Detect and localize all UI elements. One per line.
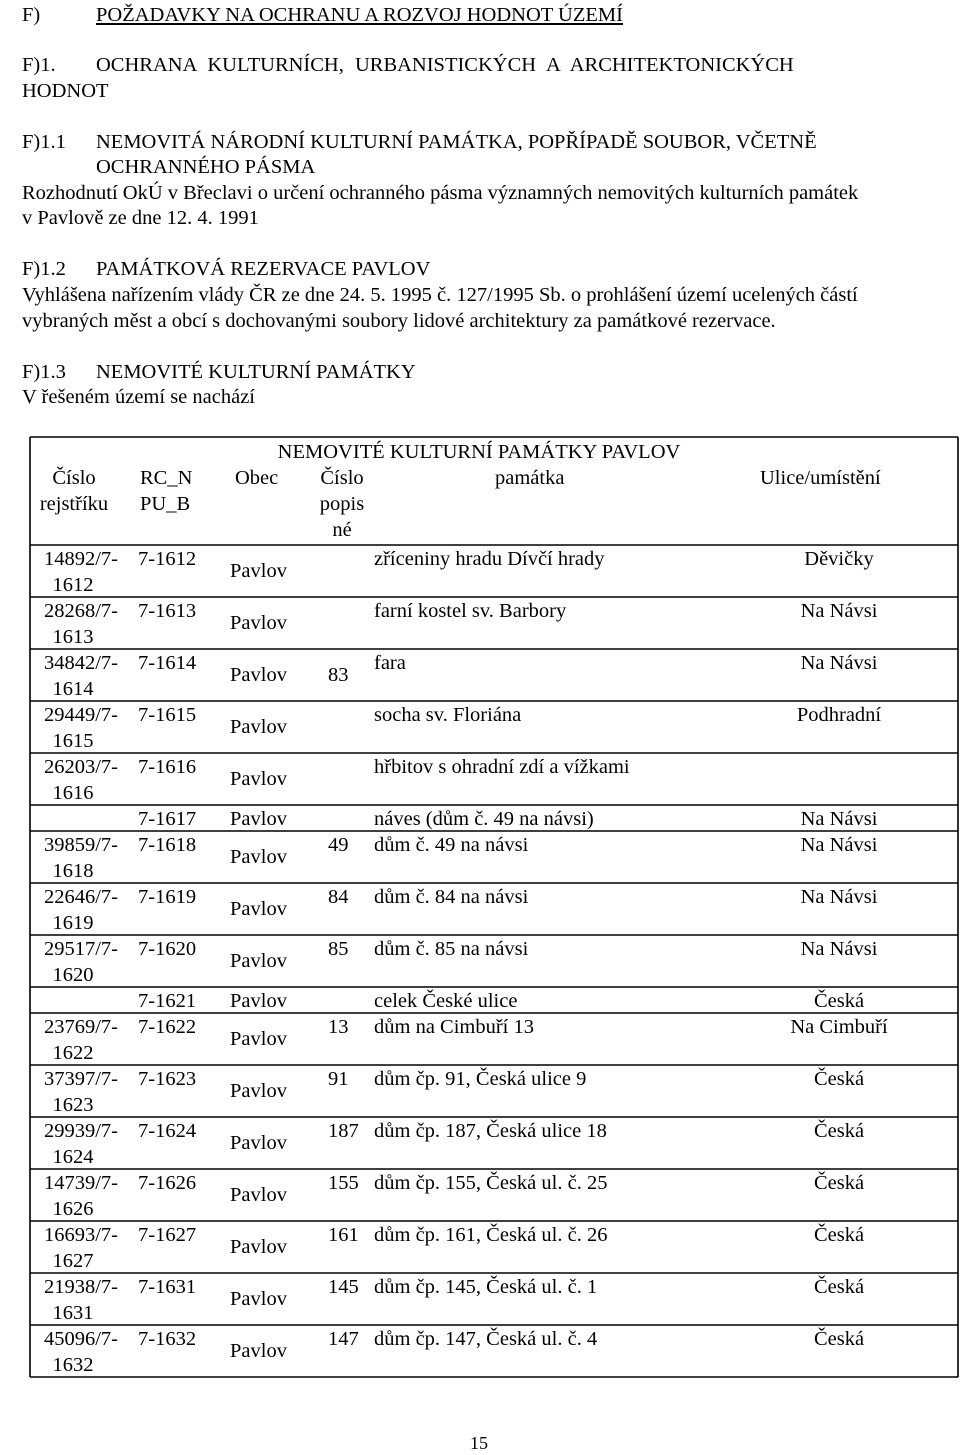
row-obec: Pavlov <box>230 1080 287 1102</box>
header-cislo-rejstriku <box>30 465 118 517</box>
row-rc-code: 7-1618 <box>138 834 197 856</box>
row-ulice: Na Návsi <box>800 938 878 960</box>
row-obec: Pavlov <box>230 768 287 790</box>
row-rc-code: 7-1624 <box>138 1120 197 1142</box>
section-1-1-title-line2: OCHRANNÉHO PÁSMA <box>96 156 316 178</box>
row-rc-code: 7-1626 <box>138 1172 197 1194</box>
row-registry-number-line1: 26203/7- <box>43 756 118 778</box>
row-registry-number-line1: 29517/7- <box>43 938 118 960</box>
row-pamatka: dům čp. 147, Česká ul. č. 4 <box>374 1328 598 1350</box>
row-pamatka: dům č. 49 na návsi <box>374 834 529 856</box>
heading-f1 <box>22 54 794 77</box>
section-1-2-title: PAMÁTKOVÁ REZERVACE PAVLOV <box>96 258 431 280</box>
header-cislo-popisne <box>314 465 370 543</box>
row-obec: Pavlov <box>230 612 287 634</box>
row-cislo-popisne: 155 <box>328 1172 359 1194</box>
row-ulice: Česká <box>813 1328 865 1350</box>
row-obec: Pavlov <box>230 1028 287 1050</box>
row-ulice: Na Cimbuří <box>790 1016 888 1038</box>
row-pamatka: dům čp. 187, Česká ulice 18 <box>374 1120 607 1142</box>
row-obec: Pavlov <box>230 846 287 868</box>
row-ulice: Česká <box>813 1224 865 1246</box>
row-pamatka: dům čp. 91, Česká ulice 9 <box>374 1068 587 1090</box>
row-registry-number-line1: 22646/7- <box>43 886 118 908</box>
header-pamatka: památka <box>495 467 565 489</box>
row-registry-number-line2: 1615 <box>52 730 94 752</box>
row-registry-number-line2: 1614 <box>52 678 94 700</box>
heading-f-number: F) <box>22 4 41 26</box>
heading-f-title: POŽADAVKY NA OCHRANU A ROZVOJ HODNOT ÚZEMÍ <box>96 4 623 26</box>
row-registry-number-line1: 29449/7- <box>43 704 118 726</box>
row-registry-number-line2: 1620 <box>52 964 94 986</box>
row-obec: Pavlov <box>230 1340 287 1362</box>
row-obec: Pavlov <box>230 808 287 830</box>
row-rc-code: 7-1612 <box>138 548 197 570</box>
row-obec: Pavlov <box>230 716 287 738</box>
row-ulice: Na Návsi <box>800 600 878 622</box>
row-pamatka: fara <box>374 652 406 674</box>
row-registry-number-line2: 1613 <box>52 626 94 648</box>
row-obec: Pavlov <box>230 950 287 972</box>
row-pamatka: hřbitov s ohradní zdí a vížkami <box>374 756 630 778</box>
row-ulice: Na Návsi <box>800 652 878 674</box>
row-ulice: Děvičky <box>804 548 874 570</box>
row-rc-code: 7-1619 <box>138 886 197 908</box>
header-popis-line3: né <box>332 519 352 541</box>
row-registry-number-line1: 37397/7- <box>43 1068 118 1090</box>
row-cislo-popisne: 85 <box>328 938 349 960</box>
row-rc-code: 7-1620 <box>138 938 197 960</box>
header-rc-line2: PU_B <box>140 493 191 515</box>
row-ulice: Česká <box>813 1068 865 1090</box>
row-rc-code: 7-1616 <box>138 756 197 778</box>
row-registry-number-line2: 1618 <box>52 860 94 882</box>
row-pamatka: zříceniny hradu Dívčí hrady <box>374 548 605 570</box>
section-1-1-text-line1: Rozhodnutí OkÚ v Břeclavi o určení ochranného pásma významných nemovitých kulturních památek <box>22 182 859 204</box>
row-pamatka: dům čp. 155, Česká ul. č. 25 <box>374 1172 608 1194</box>
row-pamatka: dům čp. 145, Česká ul. č. 1 <box>374 1276 598 1298</box>
header-popis-line1: Číslo <box>320 467 364 489</box>
page-number: 15 <box>470 1433 488 1453</box>
row-obec: Pavlov <box>230 990 287 1012</box>
section-1-1-heading <box>22 131 817 154</box>
row-pamatka: celek České ulice <box>374 990 518 1012</box>
row-ulice: Česká <box>813 1172 865 1194</box>
row-registry-number-line2: 1616 <box>52 782 94 804</box>
row-registry-number-line2: 1632 <box>52 1354 94 1376</box>
row-registry-number-line1: 16693/7- <box>43 1224 118 1246</box>
header-ulice: Ulice/umístění <box>760 467 881 489</box>
section-1-1-number: F)1.1 <box>22 131 66 153</box>
row-cislo-popisne: 145 <box>328 1276 359 1298</box>
row-ulice: Na Návsi <box>800 886 878 908</box>
header-cislo-line2: rejstříku <box>39 493 109 515</box>
row-obec: Pavlov <box>230 664 287 686</box>
row-ulice: Česká <box>813 1120 865 1142</box>
row-ulice: Česká <box>813 990 865 1012</box>
row-registry-number-line1: 23769/7- <box>43 1016 118 1038</box>
section-1-2-heading <box>22 258 430 281</box>
section-1-1-text-line2: v Pavlově ze dne 12. 4. 1991 <box>22 207 259 229</box>
row-ulice: Česká <box>813 1276 865 1298</box>
row-pamatka: dům čp. 161, Česká ul. č. 26 <box>374 1224 608 1246</box>
row-rc-code: 7-1632 <box>138 1328 197 1350</box>
row-rc-code: 7-1614 <box>138 652 197 674</box>
header-rc <box>140 465 192 517</box>
row-cislo-popisne: 147 <box>328 1328 359 1350</box>
row-obec: Pavlov <box>230 1288 287 1310</box>
row-ulice: Na Návsi <box>800 834 878 856</box>
row-registry-number-line2: 1624 <box>52 1146 94 1168</box>
header-cislo-line1: Číslo <box>52 467 96 489</box>
row-rc-code: 7-1627 <box>138 1224 197 1246</box>
row-registry-number-line1: 34842/7- <box>43 652 118 674</box>
row-obec: Pavlov <box>230 1132 287 1154</box>
row-cislo-popisne: 187 <box>328 1120 359 1142</box>
heading-f1-number: F)1. <box>22 54 56 76</box>
row-registry-number-line1: 28268/7- <box>43 600 118 622</box>
row-cislo-popisne: 91 <box>328 1068 349 1090</box>
row-rc-code: 7-1623 <box>138 1068 197 1090</box>
row-rc-code: 7-1615 <box>138 704 197 726</box>
row-registry-number-line2: 1626 <box>52 1198 94 1220</box>
section-1-2-text-line2: vybraných měst a obcí s dochovanými soubory lidové architektury za památkové rezervace. <box>22 310 776 332</box>
header-obec: Obec <box>235 467 279 489</box>
row-registry-number-line1: 29939/7- <box>43 1120 118 1142</box>
row-pamatka: dům na Cimbuří 13 <box>374 1016 535 1038</box>
row-registry-number-line2: 1627 <box>52 1250 94 1272</box>
row-cislo-popisne: 49 <box>328 834 349 856</box>
row-registry-number-line2: 1612 <box>52 574 94 596</box>
row-pamatka: farní kostel sv. Barbory <box>374 600 567 622</box>
row-obec: Pavlov <box>230 898 287 920</box>
row-registry-number-line2: 1623 <box>52 1094 94 1116</box>
header-rc-line1: RC_N <box>140 467 193 489</box>
row-pamatka: náves (dům č. 49 na návsi) <box>374 808 594 830</box>
section-1-3-title: NEMOVITÉ KULTURNÍ PAMÁTKY <box>96 361 416 383</box>
row-rc-code: 7-1617 <box>138 808 197 830</box>
section-1-3-text: V řešeném území se nachází <box>22 386 255 408</box>
row-cislo-popisne: 84 <box>328 886 349 908</box>
row-rc-code: 7-1622 <box>138 1016 197 1038</box>
row-registry-number-line2: 1631 <box>52 1302 94 1324</box>
row-ulice: Na Návsi <box>800 808 878 830</box>
row-rc-code: 7-1621 <box>138 990 197 1012</box>
row-obec: Pavlov <box>230 1184 287 1206</box>
row-pamatka: socha sv. Floriána <box>374 704 522 726</box>
header-popis-line2: popis <box>319 493 365 515</box>
row-pamatka: dům č. 85 na návsi <box>374 938 529 960</box>
row-pamatka: dům č. 84 na návsi <box>374 886 529 908</box>
row-obec: Pavlov <box>230 1236 287 1258</box>
row-rc-code: 7-1613 <box>138 600 197 622</box>
row-cislo-popisne: 13 <box>328 1016 349 1038</box>
row-cislo-popisne: 83 <box>328 664 349 686</box>
section-1-2-number: F)1.2 <box>22 258 66 280</box>
row-ulice: Podhradní <box>796 704 882 726</box>
section-1-3-number: F)1.3 <box>22 361 66 383</box>
row-registry-number-line1: 45096/7- <box>43 1328 118 1350</box>
section-1-3-heading <box>22 361 416 384</box>
section-1-1-title-line1: NEMOVITÁ NÁRODNÍ KULTURNÍ PAMÁTKA, POPŘÍPADĚ SOUBOR, VČETNĚ <box>96 131 817 153</box>
row-registry-number-line1: 14739/7- <box>43 1172 118 1194</box>
section-1-2-text-line1: Vyhlášena nařízením vlády ČR ze dne 24. 5. 1995 č. 127/1995 Sb. o prohlášení území ucelených částí <box>22 284 858 306</box>
row-registry-number-line1: 21938/7- <box>43 1276 118 1298</box>
heading-f1-title-line2: HODNOT <box>22 80 109 102</box>
heading-f <box>22 4 623 27</box>
row-registry-number-line2: 1619 <box>52 912 94 934</box>
row-registry-number-line2: 1622 <box>52 1042 94 1064</box>
row-cislo-popisne: 161 <box>328 1224 359 1246</box>
heading-f1-title-line1: OCHRANA KULTURNÍCH, URBANISTICKÝCH A ARCHITEKTONICKÝCH <box>96 54 794 76</box>
row-registry-number-line1: 14892/7- <box>43 548 118 570</box>
row-rc-code: 7-1631 <box>138 1276 197 1298</box>
table-title: NEMOVITÉ KULTURNÍ PAMÁTKY PAVLOV <box>277 441 681 463</box>
row-registry-number-line1: 39859/7- <box>43 834 118 856</box>
row-obec: Pavlov <box>230 560 287 582</box>
